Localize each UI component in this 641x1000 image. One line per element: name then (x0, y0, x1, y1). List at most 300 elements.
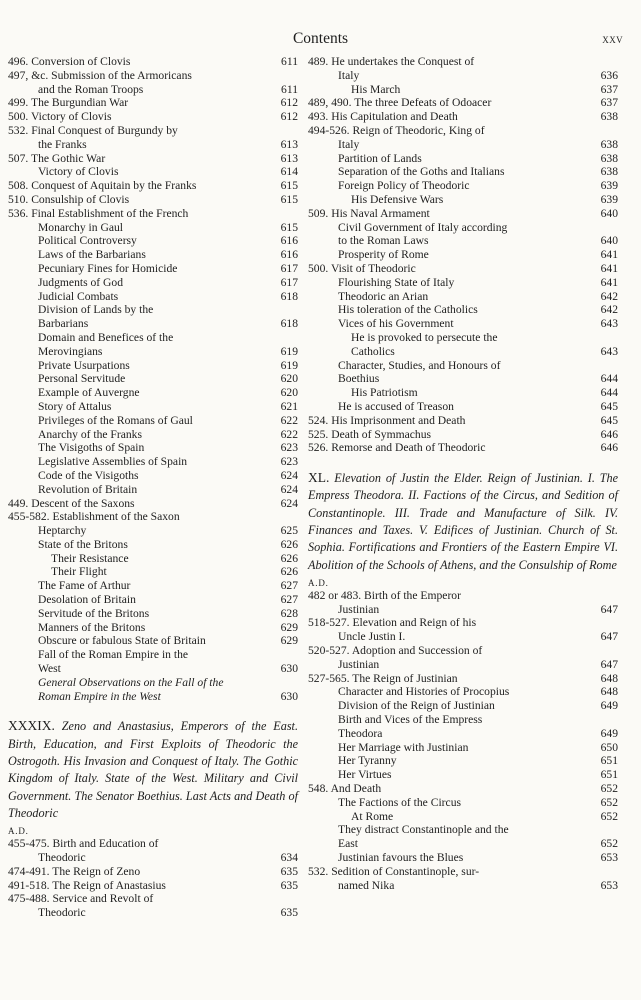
entry-date: 520-527. (308, 644, 350, 658)
entry-title: Story of Attalus (38, 399, 112, 413)
entry-title: Birth of the Emperor (364, 588, 461, 602)
entry-page-number: 614 (280, 165, 298, 179)
entry-page-number: 623 (280, 441, 298, 455)
entry-title: The Visigoths of Spain (38, 441, 145, 455)
entry-title: Sedition of Constantinople, sur- (331, 864, 480, 878)
entry-date: 507. (8, 151, 29, 165)
entry-title-continued: Italy (338, 68, 360, 82)
entry-page-number: 648 (600, 685, 618, 699)
entry-title: Fall of the Roman Empire in the (38, 648, 189, 662)
toc-entry (308, 152, 618, 166)
entry-page-number: 653 (600, 851, 618, 865)
entry-page-number: 646 (600, 441, 618, 455)
entry-title: The Gothic War (31, 151, 106, 165)
entry-title: He is accused of Treason (338, 399, 454, 413)
entry-page-number: 618 (280, 289, 298, 303)
entry-title-continued: West (38, 662, 61, 676)
toc-entry (8, 621, 298, 635)
entry-page-number: 613 (280, 151, 298, 165)
entry-title: Desolation of Britain (38, 593, 136, 607)
entry-title: Pecuniary Fines for Homicide (38, 261, 178, 275)
toc-entry (308, 386, 618, 400)
toc-list (8, 837, 298, 920)
entry-title: Foreign Policy of Theodoric (338, 179, 470, 193)
entry-page-number: 640 (600, 234, 618, 248)
entry-title-continued: Italy (338, 137, 360, 151)
chapter-summary: Zeno and Anastasius, Emperors of the East. Birth, Education, and First Exploits of Theodoric the Ostrogoth. His Invasion and Conquest of Italy. The Gothic Kingdom of Italy. State of the West. Military and Civil Government. The Senator Boethius. Last Acts and Death of Theodoric (8, 719, 298, 820)
entry-page-number: 622 (280, 427, 298, 441)
entry-title: The Burgundian War (31, 96, 129, 110)
toc-entry (8, 428, 298, 442)
entry-page-number: 630 (280, 662, 298, 676)
toc-entry (8, 441, 298, 455)
entry-page-number: 653 (600, 878, 618, 892)
chapter-heading (308, 469, 618, 574)
entry-title-continued: Catholics (351, 344, 395, 358)
entry-page-number: 616 (280, 234, 298, 248)
entry-title: Private Usurpations (38, 358, 130, 372)
toc-entry (308, 754, 618, 768)
entry-page-number: 611 (281, 55, 298, 68)
toc-entry (8, 207, 298, 235)
entry-page-number: 652 (600, 795, 618, 809)
entry-page-number: 634 (280, 851, 298, 865)
entry-title-continued: East (338, 837, 358, 851)
entry-title-continued: Roman Empire in the West (38, 689, 161, 703)
entry-page-number: 620 (280, 372, 298, 386)
entry-page-number: 651 (600, 768, 618, 782)
entry-page-number: 651 (600, 754, 618, 768)
toc-entry (8, 124, 298, 152)
entry-page-number: 619 (280, 358, 298, 372)
toc-entry (8, 110, 298, 124)
toc-entry (308, 179, 618, 193)
entry-date: 475-488. (8, 892, 50, 906)
entry-title-continued: Uncle Justin I. (338, 630, 406, 644)
entry-title-continued: Boethius (338, 372, 380, 386)
entry-title: His Capitulation and Death (331, 110, 458, 124)
toc-entry (308, 685, 618, 699)
toc-entry (8, 483, 298, 497)
entry-title: Political Controversy (38, 234, 137, 248)
page-header (0, 28, 641, 52)
entry-title: Elevation and Reign of his (352, 616, 477, 630)
entry-page-number: 636 (600, 68, 618, 82)
entry-title: Flourishing State of Italy (338, 275, 455, 289)
entry-title-continued: and the Roman Troops (38, 82, 144, 96)
entry-title: The Fame of Arthur (38, 579, 131, 593)
entry-title: Partition of Lands (338, 151, 422, 165)
entry-title: General Observations on the Fall of the (38, 675, 224, 689)
entry-title: Obscure or fabulous State of Britain (38, 634, 206, 648)
entry-title: Division of Lands by the (38, 303, 154, 317)
toc-entry (8, 593, 298, 607)
chapter-number: XXXIX. (8, 718, 55, 734)
entry-page-number: 615 (280, 220, 298, 234)
entry-title: At Rome (351, 809, 394, 823)
entry-title: Final Establishment of the French (31, 206, 189, 220)
entry-date: 493. (308, 110, 329, 124)
entry-title: Judgments of God (38, 275, 124, 289)
entry-title: Personal Servitude (38, 372, 126, 386)
entry-title: Her Virtues (338, 768, 392, 782)
toc-entry (308, 207, 618, 221)
entry-page-number: 611 (281, 82, 298, 96)
entry-date: 497, &c. (8, 68, 49, 82)
entry-title: Justinian favours the Blues (338, 851, 464, 865)
toc-entry (8, 359, 298, 373)
entry-title: His Patriotism (351, 386, 418, 400)
toc-entry (8, 676, 298, 704)
entry-page-number: 652 (600, 837, 618, 851)
entry-title-continued: Heptarchy (38, 524, 87, 538)
toc-entry (8, 865, 298, 879)
entry-title: The Reign of Anastasius (52, 878, 166, 892)
toc-entry (308, 414, 618, 428)
entry-page-number: 627 (280, 579, 298, 593)
entry-page-number: 635 (280, 878, 298, 892)
entry-title: Theodoric an Arian (338, 289, 429, 303)
entry-page-number: 647 (600, 630, 618, 644)
toc-entry (308, 221, 618, 249)
entry-title: Birth and Education of (52, 837, 159, 851)
entry-page-number: 624 (280, 482, 298, 496)
toc-entry (308, 124, 618, 152)
entry-title-continued: the Franks (38, 137, 87, 151)
entry-title-continued: named Nika (338, 878, 395, 892)
toc-entry (308, 713, 618, 741)
entry-date: 489, 490. (308, 96, 352, 110)
toc-entry (308, 768, 618, 782)
entry-page-number: 648 (600, 671, 618, 685)
toc-entry (308, 823, 618, 851)
entry-page-number: 638 (600, 165, 618, 179)
left-column (8, 55, 298, 920)
toc-entry (308, 616, 618, 644)
entry-date: 536. (8, 206, 29, 220)
entry-page-number: 650 (600, 740, 618, 754)
entry-title: His toleration of the Catholics (338, 303, 478, 317)
entry-title: Conversion of Clovis (31, 55, 131, 68)
entry-title-continued: Justinian (338, 657, 380, 671)
toc-entry (308, 441, 618, 455)
entry-date: 524. (308, 413, 329, 427)
entry-title-continued: Theodoric (38, 851, 86, 865)
toc-entry (308, 331, 618, 359)
entry-title: Her Tyranny (338, 754, 397, 768)
entry-page-number: 626 (280, 537, 298, 551)
toc-entry (8, 55, 298, 69)
entry-title: Reign of Theodoric, King of (352, 123, 485, 137)
entry-page-number: 617 (280, 275, 298, 289)
toc-entry (8, 497, 298, 511)
entry-title: He undertakes the Conquest of (331, 55, 475, 68)
toc-entry (8, 179, 298, 193)
toc-entry (308, 400, 618, 414)
toc-entry (8, 510, 298, 538)
toc-entry (8, 234, 298, 248)
entry-page-number: 624 (280, 496, 298, 510)
toc-entry (8, 552, 298, 566)
toc-entry (8, 538, 298, 552)
toc-entry (308, 165, 618, 179)
entry-title: His Naval Armament (331, 206, 430, 220)
right-column (308, 55, 618, 892)
toc-entry (308, 83, 618, 97)
entry-date: 499. (8, 96, 29, 110)
toc-list (308, 55, 618, 455)
entry-page-number: 637 (600, 82, 618, 96)
entry-title: His March (351, 82, 401, 96)
entry-page-number: 645 (600, 413, 618, 427)
entry-title: His Defensive Wars (351, 192, 444, 206)
toc-entry (8, 386, 298, 400)
entry-page-number: 612 (280, 96, 298, 110)
entry-page-number: 642 (600, 289, 618, 303)
toc-entry (8, 648, 298, 676)
entry-page-number: 641 (600, 261, 618, 275)
entry-page-number: 647 (600, 602, 618, 616)
entry-page-number: 627 (280, 593, 298, 607)
toc-list (308, 589, 618, 893)
entry-page-number: 646 (600, 427, 618, 441)
toc-entry (308, 428, 618, 442)
entry-date: 494-526. (308, 123, 350, 137)
entry-title: Victory of Clovis (38, 165, 119, 179)
entry-title-continued: Merovingians (38, 344, 103, 358)
running-title: Contents (292, 30, 349, 47)
entry-title: And Death (330, 782, 382, 796)
entry-title: Privileges of the Romans of Gaul (38, 413, 193, 427)
entry-title: The Reign of Justinian (352, 671, 458, 685)
entry-title: Division of the Reign of Justinian (338, 699, 495, 713)
entry-page-number: 635 (280, 906, 298, 920)
toc-entry (308, 303, 618, 317)
entry-title-continued: Barbarians (38, 317, 89, 331)
entry-title: Judicial Combats (38, 289, 119, 303)
entry-title: Victory of Clovis (31, 110, 112, 124)
entry-title: The Reign of Zeno (52, 864, 141, 878)
toc-entry (8, 414, 298, 428)
entry-title: Their Resistance (51, 551, 129, 565)
toc-entry (308, 782, 618, 796)
entry-date: 449. (8, 496, 29, 510)
entry-page-number: 630 (280, 689, 298, 703)
entry-page-number: 623 (280, 455, 298, 469)
entry-title: Legislative Assemblies of Spain (38, 455, 188, 469)
entry-title-continued: Theodora (338, 726, 383, 740)
entry-page-number: 628 (280, 606, 298, 620)
toc-entry (308, 110, 618, 124)
toc-entry (8, 469, 298, 483)
entry-date: 455-582. (8, 510, 50, 524)
entry-date: 491-518. (8, 878, 50, 892)
entry-date: 532. (8, 123, 29, 137)
toc-entry (308, 317, 618, 331)
entry-page-number: 612 (280, 110, 298, 124)
chapter-number: XL. (308, 470, 330, 486)
toc-entry (8, 837, 298, 865)
entry-title: Submission of the Armoricans (51, 68, 192, 82)
toc-entry (308, 741, 618, 755)
entry-title: Character and Histories of Procopius (338, 685, 510, 699)
entry-title-continued: Monarchy in Gaul (38, 220, 124, 234)
entry-page-number: 629 (280, 634, 298, 648)
entry-date: 526. (308, 441, 329, 455)
chapter-heading (8, 717, 298, 822)
entry-page-number: 638 (600, 110, 618, 124)
entry-title: Example of Auvergne (38, 386, 140, 400)
toc-entry (8, 248, 298, 262)
entry-date: 482 or 483. (308, 588, 362, 602)
toc-entry (308, 796, 618, 810)
toc-entry (8, 607, 298, 621)
entry-title: Service and Revolt of (52, 892, 154, 906)
entry-date: 518-527. (308, 616, 350, 630)
entry-page-number: 624 (280, 468, 298, 482)
toc-entry (8, 276, 298, 290)
entry-page-number: 645 (600, 399, 618, 413)
toc-entry (308, 262, 618, 276)
era-label: A.D. (308, 577, 329, 588)
entry-title: Manners of the Britons (38, 620, 146, 634)
entry-title: State of the Britons (38, 537, 128, 551)
toc-entry (8, 193, 298, 207)
toc-entry (8, 303, 298, 331)
entry-title: Final Conquest of Burgundy by (31, 123, 178, 137)
entry-page-number: 615 (280, 192, 298, 206)
entry-title-continued: to the Roman Laws (338, 234, 429, 248)
toc-entry (8, 565, 298, 579)
toc-entry (308, 865, 618, 893)
toc-entry (308, 672, 618, 686)
entry-title: Birth and Vices of the Empress (338, 713, 483, 727)
entry-title: The three Defeats of Odoacer (354, 96, 492, 110)
toc-entry (308, 96, 618, 110)
entry-title: Death of Symmachus (331, 427, 432, 441)
toc-entry (308, 644, 618, 672)
toc-entry (8, 262, 298, 276)
toc-entry (308, 193, 618, 207)
entry-title: Adoption and Succession of (351, 644, 483, 658)
toc-entry (8, 372, 298, 386)
toc-entry (308, 851, 618, 865)
entry-title: Separation of the Goths and Italians (338, 165, 505, 179)
entry-page-number: 617 (280, 261, 298, 275)
entry-title: He is provoked to persecute the (351, 330, 498, 344)
chapter-summary: Elevation of Justin the Elder. Reign of Justinian. I. The Empress Theodora. II. Factions of the Circus, and Sedition of Constantinople. III. Trade and Manufacture of Silk. IV. Finances and Taxes. V. Edifices of Justinian. Church of St. Sophia. Fortifications and Frontiers of the Eastern Empire VI. Abolition of the Schools of Athens, and the Consulship of Rome (308, 471, 619, 572)
entry-date: 548. (308, 782, 329, 796)
entry-title: Vices of his Government (338, 317, 454, 331)
entry-date: 474-491. (8, 864, 50, 878)
page-number: xxv (602, 31, 623, 46)
entry-page-number: 629 (280, 620, 298, 634)
entry-date: 500. (8, 110, 29, 124)
toc-entry (8, 879, 298, 893)
toc-entry (8, 152, 298, 166)
entry-page-number: 637 (600, 96, 618, 110)
toc-entry (8, 331, 298, 359)
entry-page-number: 647 (600, 657, 618, 671)
toc-entry (308, 589, 618, 617)
entry-date: 510. (8, 192, 29, 206)
entry-page-number: 643 (600, 317, 618, 331)
toc-entry (308, 699, 618, 713)
entry-page-number: 652 (600, 809, 618, 823)
entry-title: They distract Constantinople and the (338, 823, 509, 837)
toc-entry (8, 96, 298, 110)
toc-list (8, 55, 298, 703)
entry-title: His Imprisonment and Death (331, 413, 466, 427)
entry-date: 496. (8, 55, 29, 68)
entry-page-number: 640 (600, 206, 618, 220)
entry-page-number: 621 (280, 399, 298, 413)
entry-title: Establishment of the Saxon (52, 510, 180, 524)
entry-date: 489. (308, 55, 329, 68)
entry-page-number: 622 (280, 413, 298, 427)
entry-page-number: 635 (280, 864, 298, 878)
entry-page-number: 652 (600, 782, 618, 796)
entry-date: 500. (308, 261, 329, 275)
entry-page-number: 649 (600, 699, 618, 713)
entry-page-number: 619 (280, 344, 298, 358)
entry-page-number: 642 (600, 303, 618, 317)
entry-page-number: 638 (600, 151, 618, 165)
entry-title: Civil Government of Italy according (338, 220, 508, 234)
entry-title: Domain and Benefices of the (38, 330, 174, 344)
toc-entry (308, 810, 618, 824)
entry-date: 532. (308, 864, 329, 878)
toc-entry (8, 634, 298, 648)
entry-date: 508. (8, 179, 29, 193)
toc-entry (8, 290, 298, 304)
era-label: A.D. (8, 826, 29, 837)
entry-title: Anarchy of the Franks (38, 427, 142, 441)
entry-date: 527-565. (308, 671, 350, 685)
toc-entry (308, 55, 618, 83)
entry-page-number: 639 (600, 192, 618, 206)
entry-title: Character, Studies, and Honours of (338, 358, 501, 372)
entry-title: Descent of the Saxons (31, 496, 135, 510)
entry-page-number: 626 (280, 551, 298, 565)
entry-page-number: 641 (600, 275, 618, 289)
entry-page-number: 613 (280, 137, 298, 151)
entry-title: Conquest of Aquitain by the Franks (31, 179, 197, 193)
toc-entry (308, 359, 618, 387)
entry-page-number: 649 (600, 726, 618, 740)
entry-page-number: 626 (280, 565, 298, 579)
entry-page-number: 643 (600, 344, 618, 358)
entry-title-continued: Justinian (338, 602, 380, 616)
toc-entry (308, 290, 618, 304)
entry-date: 525. (308, 427, 329, 441)
entry-title: Revolution of Britain (38, 482, 138, 496)
entry-page-number: 625 (280, 524, 298, 538)
entry-title: Laws of the Barbarians (38, 248, 146, 262)
entry-title: Consulship of Clovis (31, 192, 130, 206)
entry-date: 455-475. (8, 837, 50, 851)
entry-title: Prosperity of Rome (338, 248, 429, 262)
entry-page-number: 644 (600, 386, 618, 400)
entry-page-number: 644 (600, 372, 618, 386)
toc-entry (8, 400, 298, 414)
toc-entry (8, 69, 298, 97)
entry-page-number: 641 (600, 248, 618, 262)
entry-title: Her Marriage with Justinian (338, 740, 469, 754)
entry-title: Code of the Visigoths (38, 468, 139, 482)
toc-entry (308, 276, 618, 290)
toc-entry (8, 892, 298, 920)
